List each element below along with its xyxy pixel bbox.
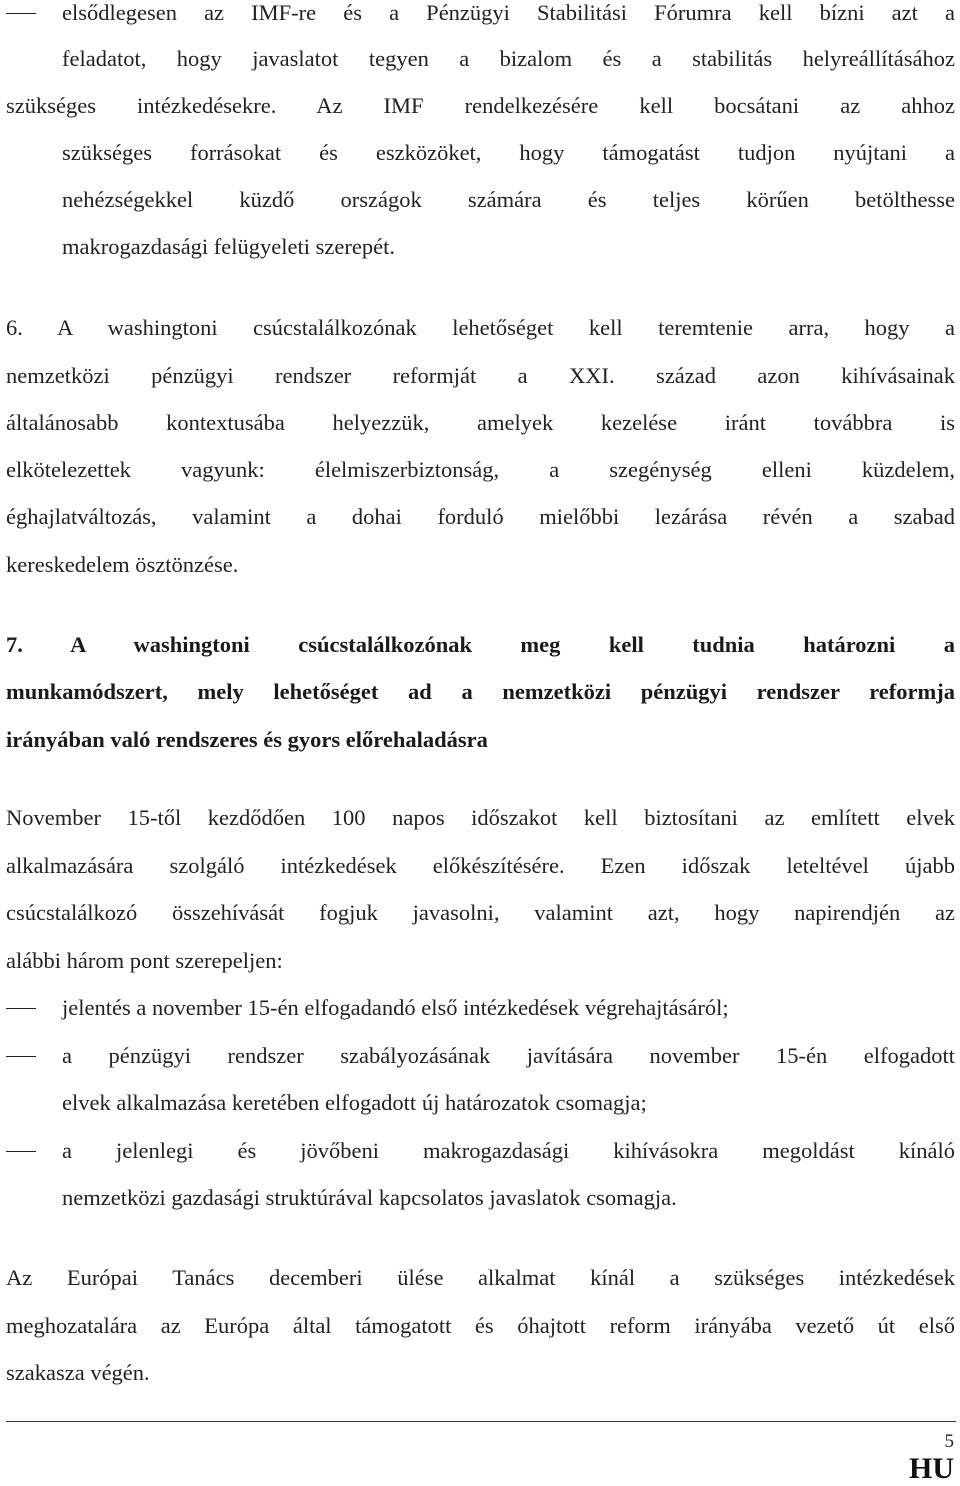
bullet-3-line-2: nemzetközi gazdasági struktúrával kapcsolatos javaslatok csomagja.	[62, 1185, 677, 1210]
point6-line-3: általánosabb kontextusába helyezzük, amelyek kezelése iránt továbbra is	[6, 410, 955, 435]
closing-line-3: szakasza végén.	[6, 1360, 150, 1385]
continuation-line-4: szükséges forrásokat és eszközöket, hogy támogatást tudjon nyújtani a	[62, 140, 955, 165]
november-line-1: November 15-től kezdődően 100 napos időszakot kell biztosítani az említett elvek	[6, 805, 955, 830]
bullet-2-line-2: elvek alkalmazása keretében elfogadott új határozatok csomagja;	[62, 1090, 647, 1115]
continuation-line-1: elsődlegesen az IMF-re és a Pénzügyi Stabilitási Fórumra kell bízni azt a	[62, 0, 955, 25]
point6-line-1: 6. A washingtoni csúcstalálkozónak lehetőséget kell teremtenie arra, hogy a	[6, 315, 955, 340]
point7-line-1: 7. A washingtoni csúcstalálkozónak meg kell tudnia határozni a	[6, 632, 955, 657]
dash-bullet-marker	[6, 1056, 36, 1057]
bullet-1-line-1: jelentés a november 15-én elfogadandó első intézkedések végrehajtásáról;	[62, 995, 729, 1020]
footer-divider	[6, 1421, 956, 1422]
language-code: HU	[909, 1452, 954, 1485]
closing-line-2: meghozatalára az Európa által támogatott és óhajtott reform irányába vezető út első	[6, 1313, 955, 1338]
page-number: 5	[944, 1431, 954, 1452]
point6-line-5: éghajlatváltozás, valamint a dohai forduló mielőbbi lezárása révén a szabad	[6, 504, 955, 529]
dash-bullet-marker	[6, 13, 36, 14]
dash-bullet-marker	[6, 1151, 36, 1152]
continuation-line-2: feladatot, hogy javaslatot tegyen a bizalom és a stabilitás helyreállításához	[62, 46, 955, 71]
closing-line-1: Az Európai Tanács decemberi ülése alkalmat kínál a szükséges intézkedések	[6, 1265, 955, 1290]
point6-line-2: nemzetközi pénzügyi rendszer reformját a XXI. század azon kihívásainak	[6, 363, 955, 388]
november-line-3: csúcstalálkozó összehívását fogjuk javasolni, valamint azt, hogy napirendjén az	[6, 900, 955, 925]
point6-line-6: kereskedelem ösztönzése.	[6, 552, 239, 577]
november-line-4: alábbi három pont szerepeljen:	[6, 948, 283, 973]
point7-line-3: irányában való rendszeres és gyors előrehaladásra	[6, 727, 488, 752]
continuation-line-5: nehézségekkel küzdő országok számára és teljes körűen betölthesse	[62, 187, 955, 212]
continuation-line-6: makrogazdasági felügyeleti szerepét.	[62, 234, 395, 259]
point6-line-4: elkötelezettek vagyunk: élelmiszerbiztonság, a szegénység elleni küzdelem,	[6, 457, 955, 482]
dash-bullet-marker	[6, 1008, 36, 1009]
bullet-3-line-1: a jelenlegi és jövőbeni makrogazdasági kihívásokra megoldást kínáló	[62, 1138, 955, 1163]
point7-line-2: munkamódszert, mely lehetőséget ad a nemzetközi pénzügyi rendszer reformja	[6, 679, 955, 704]
continuation-line-3: szükséges intézkedésekre. Az IMF rendelkezésére kell bocsátani az ahhoz	[6, 93, 955, 118]
bullet-2-line-1: a pénzügyi rendszer szabályozásának javítására november 15-én elfogadott	[62, 1043, 955, 1068]
november-line-2: alkalmazására szolgáló intézkedések előkészítésére. Ezen időszak leteltével újabb	[6, 853, 955, 878]
